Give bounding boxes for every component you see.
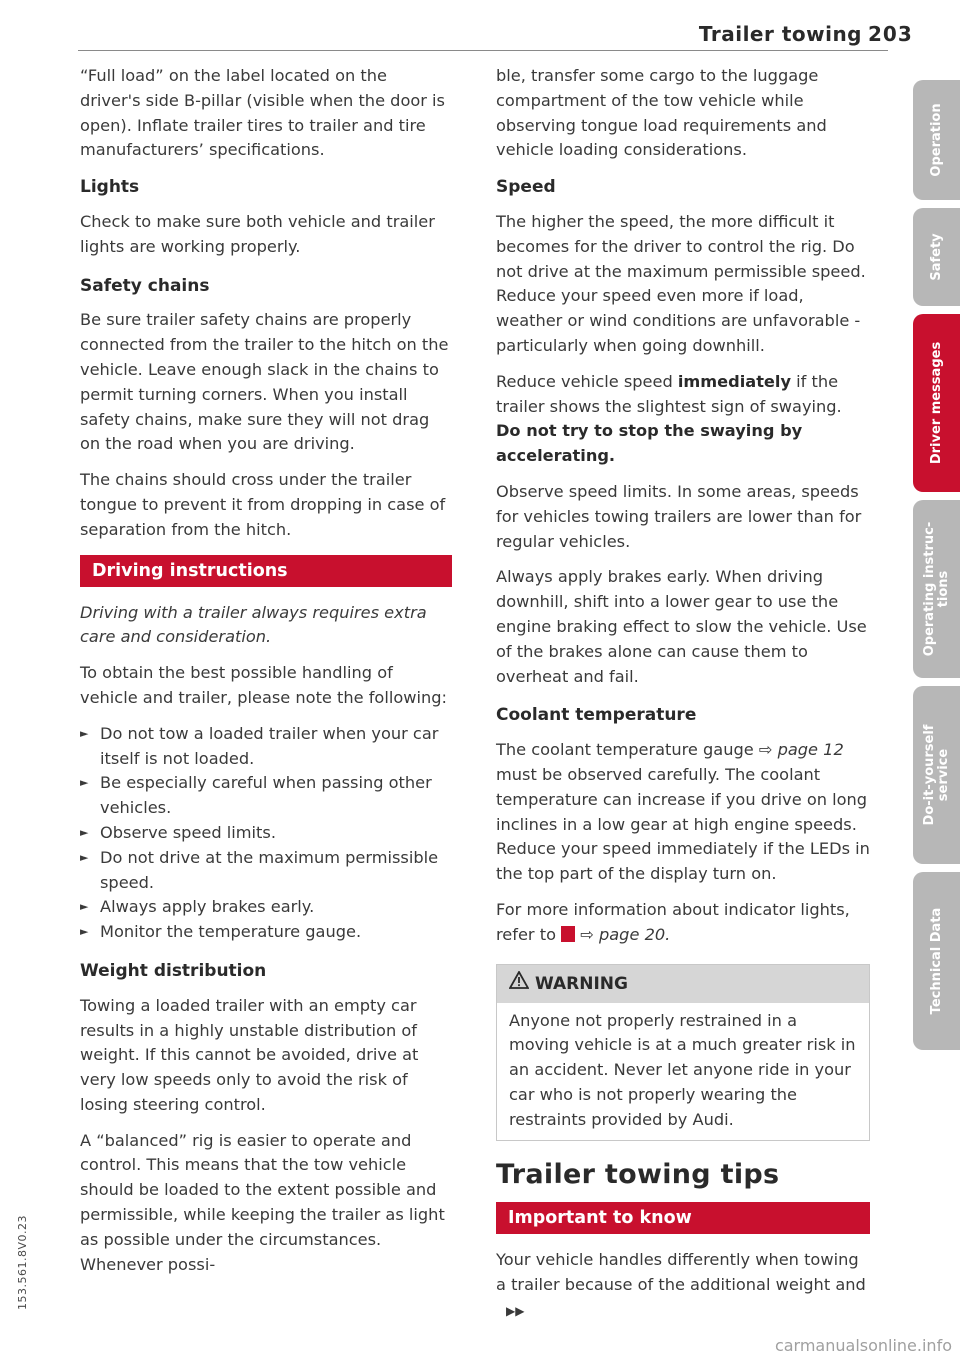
paragraph: The higher the speed, the more difficult it becomes for the driver to control the rig. Do not drive at the maximum permissible speed. Reduce your speed even more if load, weather or wind conditions are unfavorable - particularly when going downhill. [496,211,866,355]
continue-arrow-icon: ▶▶ [506,1303,525,1318]
list-item: ► Do not drive at the maximum permissible speed. [80,846,452,896]
paragraph: ble, transfer some cargo to the luggage compartment of the tow vehicle while observing tongue load requirements and vehicle loading considerations. [496,66,827,160]
paragraph-last [496,1248,870,1323]
paragraph: Towing a loaded trailer with an empty car results in a highly unstable distribution of weight. If this cannot be avoided, drive at very low speeds only to avoid the risk of losing steering control. [80,995,419,1114]
intro-italic: Driving with a trailer always requires extra care and consideration. [80,602,427,647]
tab-label: Operating instruc- tions [921,521,951,657]
paragraph: To obtain the best possible handling of vehicle and trailer, please note the following: [80,663,447,707]
right-column [496,64,870,1335]
text: if the trailer shows the slightest sign of swaying. [496,371,842,416]
section-heading-driving-instructions: Driving instructions [80,555,452,587]
warning-box [496,964,870,1142]
warning-triangle-icon [509,969,529,999]
paragraph-coolant [496,738,870,887]
tab-technical-data[interactable] [913,872,960,1050]
paragraph: “Full load” on the label located on the driver's side B-pillar (visible when the door is open). Inflate trailer tires to trailer and tire manufacturers’ specifications. [80,66,445,160]
heading-lights: Lights [80,177,140,198]
header-rule [78,50,888,51]
text: Your vehicle handles differently when towing a trailer because of the additional weight and [496,1250,866,1295]
tab-label: Safety [928,233,944,281]
text: must be observed carefully. The coolant temperature can increase if you drive on long inclines in a low gear at high engine speeds. Reduce your speed immediately if the LEDs in the top part of the display turn on. [496,764,870,884]
left-column [80,64,452,1288]
document-code: 153.561.8V0.23 [16,1215,29,1310]
instruction-list [80,722,452,945]
paragraph: A “balanced” rig is easier to operate and control. This means that the tow vehicle should be loaded to the extent possible and permissible, while keeping the trailer as light as possible under the circumstances. Whenever possi- [80,1130,445,1274]
text: Reduce vehicle speed [496,371,678,391]
paragraph-swaying [496,370,870,469]
text: For more information about indicator lights, refer to [496,899,850,944]
list-item: ► Always apply brakes early. [80,895,452,920]
emphasis-do-not-accelerate: Do not try to stop the swaying by accelerating. [496,421,803,466]
running-header-title: Trailer towing [698,22,862,46]
warning-header [497,965,869,1003]
page-number: 203 [868,22,913,46]
emphasis-immediately: immediately [677,371,792,391]
tab-operation[interactable] [913,80,960,200]
paragraph: Check to make sure both vehicle and trailer lights are working properly. [80,211,435,256]
tab-operating-instructions[interactable] [913,500,960,678]
watermark: carmanualsonline.info [774,1336,952,1355]
section-heading-important-to-know: Important to know [496,1202,870,1234]
coolant-warning-icon [561,926,575,942]
page-reference-link[interactable]: ⇨ page 20. [580,924,671,944]
heading-coolant-temperature: Coolant temperature [496,705,697,726]
tab-label: Operation [928,103,944,177]
heading-weight-distribution: Weight distribution [80,960,267,981]
heading-speed: Speed [496,177,556,198]
tab-label: Do-it-yourself service [921,724,951,826]
paragraph: Always apply brakes early. When driving downhill, shift into a lower gear to use the engine braking effect to slow the vehicle. Use of the brakes alone can cause them to overheat and fail. [496,567,867,686]
paragraph-indicator [496,898,870,948]
paragraph: Be sure trailer safety chains are properly connected from the trailer to the hitch on the vehicle. Leave enough slack in the chains to permit turning corners. When you install safety chains, make sure they will not drag on the road when you are driving. [80,310,449,454]
text: The coolant temperature gauge [496,740,759,760]
tab-do-it-yourself-service[interactable] [913,686,960,864]
list-item: ► Be especially careful when passing other vehicles. [80,771,452,821]
tab-safety[interactable] [913,208,960,306]
warning-text: Anyone not properly restrained in a moving vehicle is at a much greater risk in an accident. Never let anyone ride in your car who is not properly wearing the restraints provided by Audi. [509,1010,856,1129]
warning-title: WARNING [535,973,628,994]
page-reference-link[interactable]: ⇨ page 12 [758,740,844,760]
paragraph: The chains should cross under the trailer tongue to prevent it from dropping in case of separation from the hitch. [80,470,446,539]
tab-driver-messages[interactable] [913,314,960,492]
list-item: ► Observe speed limits. [80,821,452,846]
section-title-trailer-towing-tips: Trailer towing tips [496,1159,780,1191]
paragraph: Observe speed limits. In some areas, speeds for vehicles towing trailers are lower than for regular vehicles. [496,481,862,551]
tab-label: Technical Data [928,907,944,1015]
heading-safety-chains: Safety chains [80,275,210,296]
list-item: ► Do not tow a loaded trailer when your car itself is not loaded. [80,722,452,772]
tab-label: Driver messages [928,341,944,465]
list-item: ► Monitor the temperature gauge. [80,920,452,945]
